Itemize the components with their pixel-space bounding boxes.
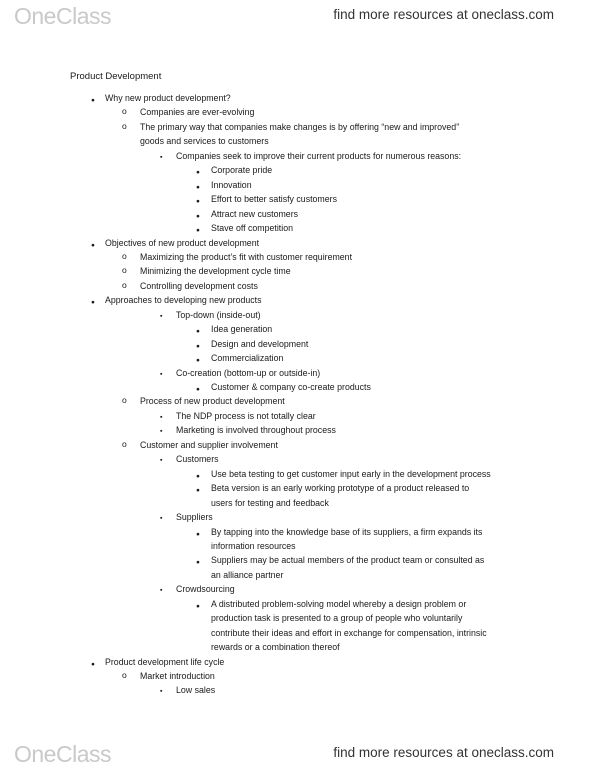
bullet-marker: o bbox=[122, 670, 127, 680]
bullet-marker: o bbox=[122, 106, 127, 117]
outline-line: Customer & company co-create products bbox=[211, 382, 371, 392]
bullet-marker: ▪ bbox=[160, 587, 163, 595]
bullet-marker: ● bbox=[91, 241, 95, 249]
outline-line: Marketing is involved throughout process bbox=[176, 425, 336, 436]
bullet-marker: ● bbox=[196, 212, 200, 220]
bullet-marker: ▪ bbox=[160, 428, 163, 436]
bullet-marker: ● bbox=[91, 97, 95, 104]
footer-tagline[interactable]: find more resources at oneclass.com bbox=[333, 745, 554, 760]
outline-line: Top-down (inside-out) bbox=[176, 309, 261, 320]
outline-line: Objectives of new product development bbox=[105, 237, 260, 248]
bullet-marker: ● bbox=[196, 357, 200, 365]
page-title: Product Development bbox=[70, 71, 162, 82]
outline-line: A distributed problem-solving model whereby a design problem or bbox=[211, 598, 467, 609]
outline-line: information resources bbox=[211, 540, 296, 551]
outline-line: users for testing and feedback bbox=[211, 497, 329, 508]
outline-line: Idea generation bbox=[211, 324, 273, 335]
outline-line: Commercialization bbox=[211, 353, 284, 364]
outline-line: Companies seek to improve their current products for numerous reasons: bbox=[176, 150, 462, 161]
outline-line: Low sales bbox=[176, 685, 216, 696]
bullet-marker: ▪ bbox=[160, 688, 163, 696]
bullet-marker: ● bbox=[196, 227, 200, 235]
outline-line: an alliance partner bbox=[211, 569, 284, 580]
outline-line: Maximizing the product’s fit with customer requirement bbox=[140, 251, 353, 262]
outline-line: goods and services to customers bbox=[140, 136, 269, 147]
outline-line: Minimizing the development cycle time bbox=[140, 266, 291, 277]
outline-line: Companies are ever-evolving bbox=[140, 107, 255, 118]
outline-line: Crowdsourcing bbox=[176, 584, 235, 595]
outline-line: Customers bbox=[176, 454, 219, 465]
bullet-marker: o bbox=[122, 395, 127, 406]
bullet-marker: ▪ bbox=[160, 413, 163, 421]
bullet-marker: ● bbox=[196, 487, 200, 495]
page-header bbox=[0, 0, 595, 32]
outline-line: Customer and supplier involvement bbox=[140, 439, 278, 450]
bullet-marker: o bbox=[122, 279, 127, 290]
bullet-marker: ● bbox=[196, 602, 200, 610]
outline-line: Effort to better satisfy customers bbox=[211, 194, 337, 205]
bullet-marker: ▪ bbox=[160, 153, 163, 161]
outline-line: By tapping into the knowledge base of its suppliers, a firm expands its bbox=[211, 526, 483, 537]
outline-line: Attract new customers bbox=[211, 208, 299, 219]
outline-line: Suppliers may be actual members of the product team or consulted as bbox=[211, 555, 485, 566]
oneclass-logo-footer[interactable]: OneClass bbox=[14, 741, 111, 767]
bullet-marker: ● bbox=[196, 183, 200, 191]
outline-line: Why new product development? bbox=[105, 93, 231, 103]
bullet-marker: ▪ bbox=[160, 312, 163, 320]
outline-line: Stave off competition bbox=[211, 223, 293, 234]
outline-line: Beta version is an early working prototype of a product released to bbox=[211, 483, 470, 494]
oneclass-logo[interactable]: OneClass bbox=[14, 3, 111, 29]
bullet-marker: ● bbox=[196, 198, 200, 206]
header-tagline[interactable]: find more resources at oneclass.com bbox=[333, 7, 554, 22]
bullet-marker: ● bbox=[196, 386, 200, 393]
outline-line: The primary way that companies make changes is by offering “new and improved” bbox=[140, 121, 460, 132]
bullet-marker: ● bbox=[196, 342, 200, 350]
bullet-marker: ▪ bbox=[160, 515, 163, 523]
bullet-marker: o bbox=[122, 250, 127, 261]
bullet-marker: ● bbox=[91, 299, 95, 307]
outline-line: Market introduction bbox=[140, 671, 215, 681]
bullet-marker: o bbox=[122, 438, 127, 449]
outline-line: Controlling development costs bbox=[140, 280, 258, 291]
outline-line: Use beta testing to get customer input early in the development process bbox=[211, 468, 491, 479]
outline-line: Innovation bbox=[211, 179, 252, 190]
outline-line: Suppliers bbox=[176, 512, 213, 523]
outline-line: production task is presented to a group of people who voluntarily bbox=[211, 613, 463, 624]
outline-line: Corporate pride bbox=[211, 165, 273, 176]
outline-line: Design and development bbox=[211, 338, 309, 349]
outline-line: The NDP process is not totally clear bbox=[176, 410, 316, 421]
outline-line: Process of new product development bbox=[140, 396, 285, 407]
outline-line: Product development life cycle bbox=[105, 656, 225, 667]
page-footer bbox=[0, 738, 595, 770]
bullet-marker: ▪ bbox=[160, 457, 163, 465]
bullet-marker: ● bbox=[196, 328, 200, 336]
outline-line: rewards or a combination thereof bbox=[211, 642, 340, 653]
bullet-marker: ● bbox=[196, 530, 200, 538]
bullet-marker: ● bbox=[196, 169, 200, 177]
bullet-marker: ● bbox=[196, 559, 200, 567]
bullet-marker: ● bbox=[91, 660, 95, 668]
bullet-marker: ● bbox=[196, 472, 200, 480]
outline-line: contribute their ideas and effort in exchange for compensation, intrinsic bbox=[211, 627, 487, 638]
bullet-marker: o bbox=[122, 120, 127, 131]
bullet-marker: ▪ bbox=[160, 370, 163, 378]
outline-line: Co-creation (bottom-up or outside-in) bbox=[176, 367, 321, 378]
bullet-marker: o bbox=[122, 265, 127, 276]
outline-line: Approaches to developing new products bbox=[105, 295, 262, 306]
